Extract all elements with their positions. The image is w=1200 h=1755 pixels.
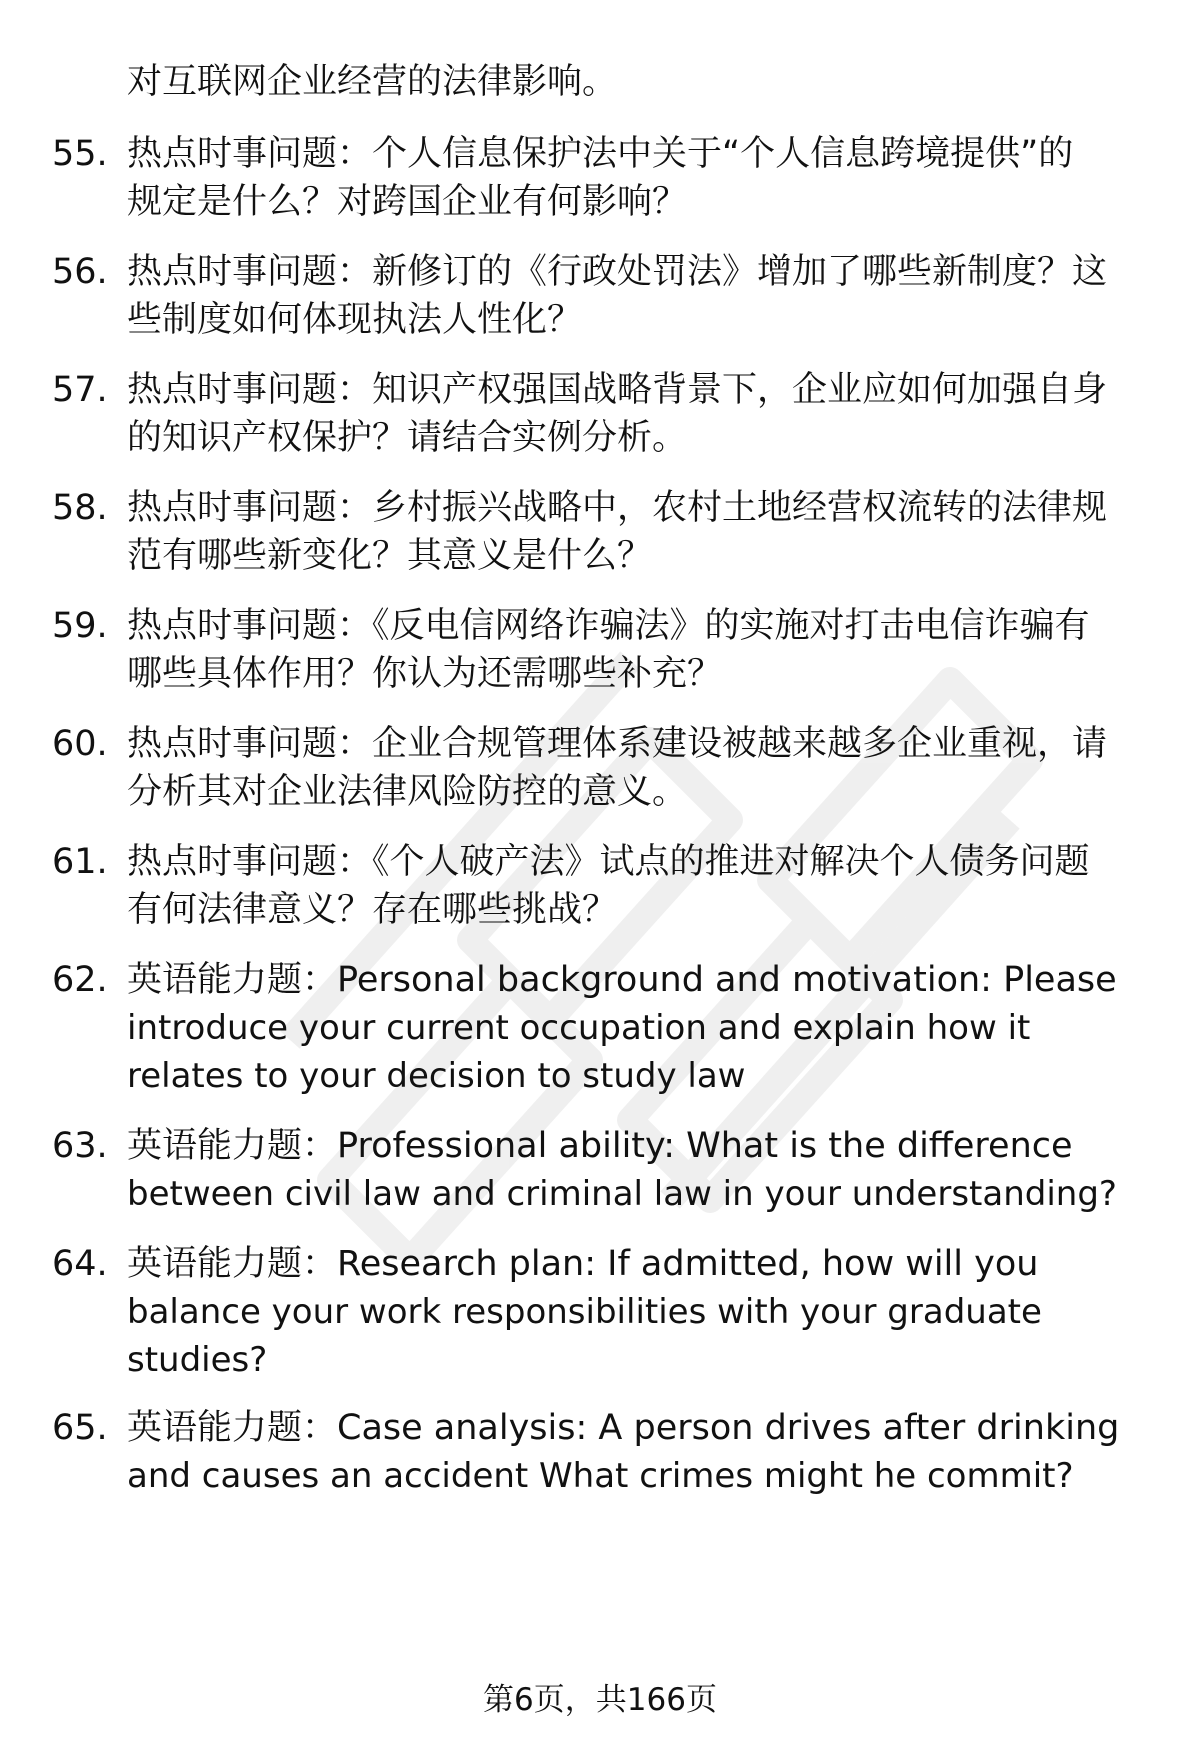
question-text-line: balance your work responsibilities with your graduate [127, 1292, 1042, 1332]
question-text-line: 分析其对企业法律风险防控的意义。 [127, 772, 688, 812]
continuation-text: 对互联网企业经营的法律影响。 [127, 62, 618, 102]
question-text-line: 的知识产权保护？请结合实例分析。 [127, 418, 688, 458]
question-text-line: 热点时事问题：知识产权强国战略背景下，企业应如何加强自身 [127, 370, 1108, 410]
question-number: 64. [52, 1244, 108, 1284]
question-text-line: 热点时事问题：乡村振兴战略中，农村土地经营权流转的法律规 [127, 488, 1108, 528]
question-number: 65. [52, 1408, 108, 1448]
question-number: 59. [52, 606, 108, 646]
question-text-line: studies? [127, 1340, 268, 1380]
question-text-line: relates to your decision to study law [127, 1056, 746, 1096]
question-number: 57. [52, 370, 108, 410]
question-text-line: introduce your current occupation and explain how it [127, 1008, 1031, 1048]
question-text-line: 热点时事问题：新修订的《行政处罚法》增加了哪些新制度？这 [127, 252, 1108, 292]
question-text-line: and causes an accident What crimes might he commit? [127, 1456, 1074, 1496]
question-number: 56. [52, 252, 108, 292]
question-text-line: between civil law and criminal law in your understanding? [127, 1174, 1117, 1214]
question-text-line: 热点时事问题：《反电信网络诈骗法》的实施对打击电信诈骗有 [127, 606, 1090, 646]
question-text-line: 规定是什么？对跨国企业有何影响？ [127, 182, 688, 222]
question-text-line: 范有哪些新变化？其意义是什么？ [127, 536, 653, 576]
question-text-line: 些制度如何体现执法人性化？ [127, 300, 583, 340]
question-text-line: 热点时事问题：个人信息保护法中关于“个人信息跨境提供”的 [127, 134, 1074, 174]
question-number: 63. [52, 1126, 108, 1166]
question-text-line: 热点时事问题：《个人破产法》试点的推进对解决个人债务问题 [127, 842, 1090, 882]
question-number: 58. [52, 488, 108, 528]
page-footer: 第6页，共166页 [483, 1682, 717, 1718]
question-number: 62. [52, 960, 108, 1000]
question-text-line: 英语能力题：Personal background and motivation: Please [127, 960, 1117, 1000]
question-number: 60. [52, 724, 108, 764]
question-text-line: 英语能力题：Professional ability: What is the difference [127, 1126, 1073, 1166]
question-number: 55. [52, 134, 108, 174]
question-number: 61. [52, 842, 108, 882]
question-text-line: 热点时事问题：企业合规管理体系建设被越来越多企业重视，请 [127, 724, 1108, 764]
question-text-line: 英语能力题：Case analysis: A person drives after drinking [127, 1408, 1120, 1448]
question-text-line: 英语能力题：Research plan: If admitted, how will you [127, 1244, 1039, 1284]
question-text-line: 有何法律意义？存在哪些挑战？ [127, 890, 618, 930]
question-text-line: 哪些具体作用？你认为还需哪些补充？ [127, 654, 723, 694]
